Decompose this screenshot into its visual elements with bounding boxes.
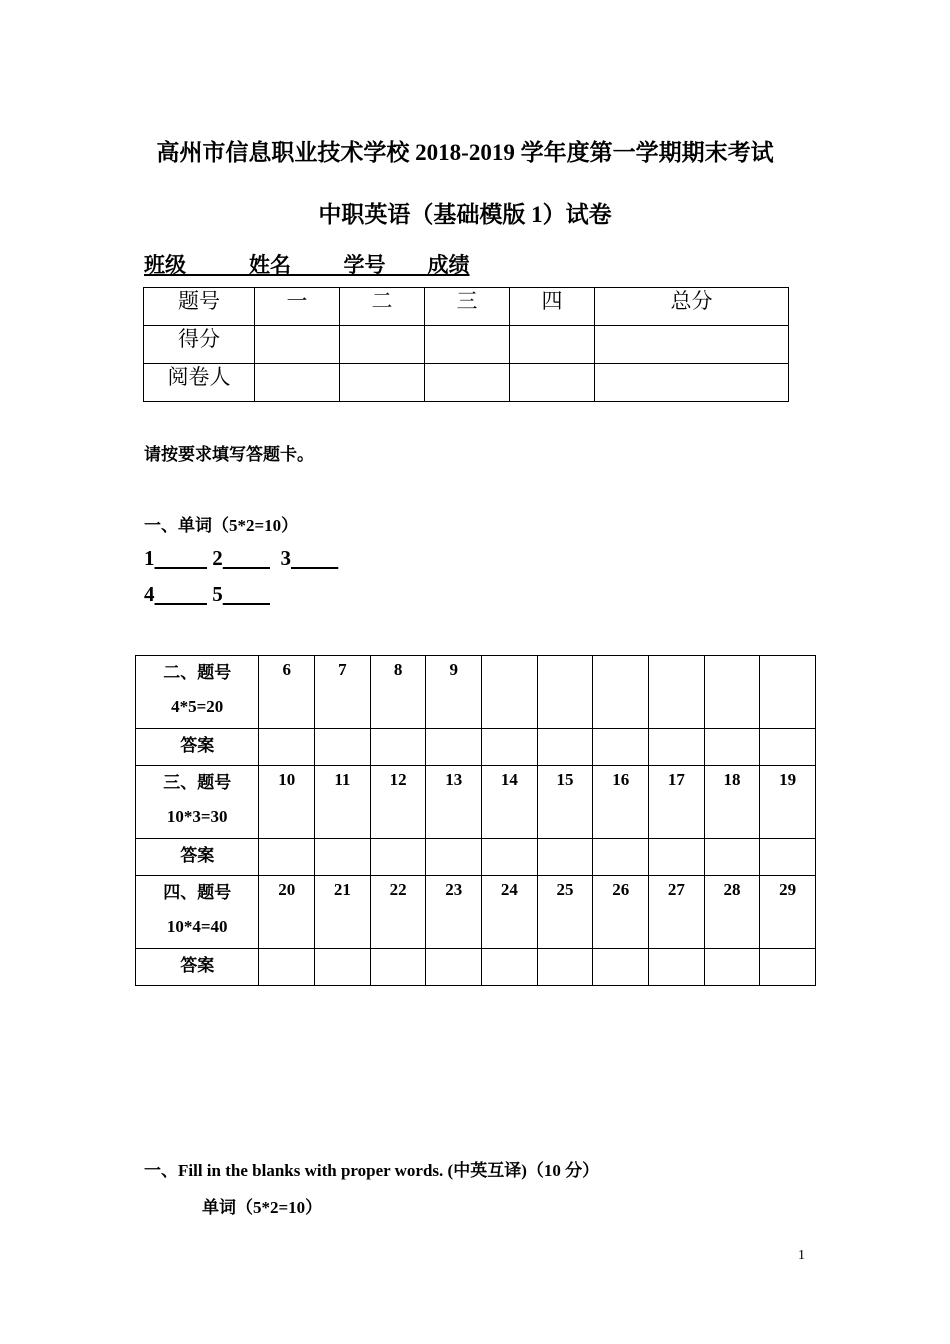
question-number-cell: 8	[370, 656, 426, 729]
score-cell[interactable]	[425, 364, 510, 402]
answer-cell[interactable]	[259, 839, 315, 876]
question-number-cell: 20	[259, 876, 315, 949]
score-header-cell: 三	[425, 288, 510, 326]
score-cell[interactable]	[255, 326, 340, 364]
question-number-cell: 22	[370, 876, 426, 949]
blank-number: 2	[212, 546, 223, 570]
answer-cell[interactable]	[315, 729, 371, 766]
blank-number: 1	[144, 546, 155, 570]
exam-title: 高州市信息职业技术学校 2018-2019 学年度第一学期期末考试	[156, 140, 774, 165]
answer-cell[interactable]	[259, 729, 315, 766]
score-cell[interactable]	[595, 364, 789, 402]
question-number-cell: 19	[760, 766, 816, 839]
question-number-row	[136, 876, 816, 949]
answer-cell[interactable]	[760, 729, 816, 766]
answer-cell[interactable]	[760, 949, 816, 986]
question-number-cell: 15	[537, 766, 593, 839]
part1-subheading: 单词（5*2=10）	[202, 1198, 323, 1217]
question-number-cell: 24	[482, 876, 538, 949]
answer-blank[interactable]	[155, 582, 208, 606]
exam-subtitle: 中职英语（基础模版 1）试卷	[318, 202, 612, 227]
question-number-cell: 18	[704, 766, 760, 839]
question-number-cell: 9	[426, 656, 482, 729]
blank-line-1	[144, 546, 338, 571]
score-cell[interactable]	[595, 326, 789, 364]
answer-row-label: 答案	[136, 729, 259, 766]
answer-cell[interactable]	[370, 729, 426, 766]
answer-cell[interactable]	[315, 949, 371, 986]
score-cell[interactable]	[425, 326, 510, 364]
score-label: 成绩	[427, 253, 470, 277]
answer-cell[interactable]	[370, 949, 426, 986]
id-blank[interactable]	[386, 253, 428, 277]
answer-cell[interactable]	[593, 949, 649, 986]
score-table-header-row	[144, 288, 789, 326]
answer-cell[interactable]	[482, 949, 538, 986]
answer-sheet-body	[136, 656, 816, 986]
answer-blank[interactable]	[291, 546, 338, 570]
score-cell[interactable]	[510, 326, 595, 364]
question-number-cell: 14	[482, 766, 538, 839]
part1-heading: 一、Fill in the blanks with proper words. (中英互译)（10 分）	[144, 1161, 600, 1180]
id-label: 学号	[343, 253, 386, 277]
answer-row-label: 答案	[136, 839, 259, 876]
answer-cell[interactable]	[426, 949, 482, 986]
instruction-text: 请按要求填写答题卡。	[144, 445, 314, 464]
score-table-row	[144, 326, 789, 364]
answer-row-label: 答案	[136, 949, 259, 986]
answer-row	[136, 729, 816, 766]
blank-number: 5	[212, 582, 223, 606]
answer-cell[interactable]	[426, 729, 482, 766]
answer-blank[interactable]	[223, 582, 270, 606]
question-number-cell	[593, 656, 649, 729]
answer-cell[interactable]	[537, 839, 593, 876]
answer-cell[interactable]	[537, 729, 593, 766]
answer-cell[interactable]	[704, 949, 760, 986]
answer-cell[interactable]	[649, 839, 705, 876]
question-number-cell	[482, 656, 538, 729]
answer-cell[interactable]	[649, 729, 705, 766]
score-table	[143, 287, 789, 402]
name-label: 姓名	[249, 253, 291, 277]
question-number-cell: 16	[593, 766, 649, 839]
answer-cell[interactable]	[760, 839, 816, 876]
class-label: 班级	[144, 253, 186, 277]
question-group-label	[136, 766, 259, 839]
score-header-cell: 四	[510, 288, 595, 326]
group-title: 三、题号	[163, 773, 232, 792]
answer-cell[interactable]	[649, 949, 705, 986]
score-table-row	[144, 364, 789, 402]
answer-cell[interactable]	[482, 729, 538, 766]
student-info-line	[144, 249, 470, 279]
blank-number: 4	[144, 582, 155, 606]
question-number-cell	[760, 656, 816, 729]
answer-cell[interactable]	[482, 839, 538, 876]
answer-cell[interactable]	[426, 839, 482, 876]
question-number-cell: 27	[649, 876, 705, 949]
question-number-cell: 26	[593, 876, 649, 949]
blank-number: 3	[280, 546, 291, 570]
question-number-cell	[704, 656, 760, 729]
section1-heading: 一、单词（5*2=10）	[144, 516, 299, 535]
question-number-cell: 21	[315, 876, 371, 949]
question-number-cell: 13	[426, 766, 482, 839]
answer-cell[interactable]	[704, 729, 760, 766]
answer-cell[interactable]	[704, 839, 760, 876]
question-group-label	[136, 876, 259, 949]
question-number-cell: 28	[704, 876, 760, 949]
group-title: 二、题号	[163, 663, 232, 682]
group-points: 10*4=40	[166, 917, 228, 936]
score-cell[interactable]	[510, 364, 595, 402]
answer-sheet-table	[135, 655, 816, 986]
question-number-cell	[537, 656, 593, 729]
name-blank[interactable]	[291, 253, 344, 277]
question-number-cell: 23	[426, 876, 482, 949]
score-row-label: 阅卷人	[144, 364, 255, 402]
score-header-cell: 一	[255, 288, 340, 326]
group-points: 10*3=30	[166, 807, 228, 826]
question-group-label	[136, 656, 259, 729]
score-row-label: 得分	[144, 326, 255, 364]
question-number-row	[136, 656, 816, 729]
answer-cell[interactable]	[370, 839, 426, 876]
question-number-cell: 17	[649, 766, 705, 839]
page-number: 1	[798, 1248, 805, 1263]
score-header-cell: 题号	[144, 288, 255, 326]
question-number-cell	[649, 656, 705, 729]
answer-cell[interactable]	[537, 949, 593, 986]
question-number-cell: 12	[370, 766, 426, 839]
score-cell[interactable]	[340, 326, 425, 364]
question-number-cell: 6	[259, 656, 315, 729]
score-header-cell: 二	[340, 288, 425, 326]
answer-blank[interactable]	[223, 546, 270, 570]
question-number-cell: 29	[760, 876, 816, 949]
answer-row	[136, 839, 816, 876]
group-points: 4*5=20	[171, 697, 224, 716]
question-number-cell: 11	[315, 766, 371, 839]
answer-cell[interactable]	[593, 839, 649, 876]
answer-cell[interactable]	[259, 949, 315, 986]
question-number-row	[136, 766, 816, 839]
question-number-cell: 25	[537, 876, 593, 949]
answer-blank[interactable]	[155, 546, 208, 570]
answer-cell[interactable]	[593, 729, 649, 766]
answer-row	[136, 949, 816, 986]
question-number-cell: 10	[259, 766, 315, 839]
score-cell[interactable]	[340, 364, 425, 402]
question-number-cell: 7	[315, 656, 371, 729]
score-cell[interactable]	[255, 364, 340, 402]
group-title: 四、题号	[163, 883, 232, 902]
blank-line-2	[144, 582, 270, 607]
class-blank[interactable]	[186, 253, 249, 277]
answer-cell[interactable]	[315, 839, 371, 876]
score-header-cell: 总分	[595, 288, 789, 326]
